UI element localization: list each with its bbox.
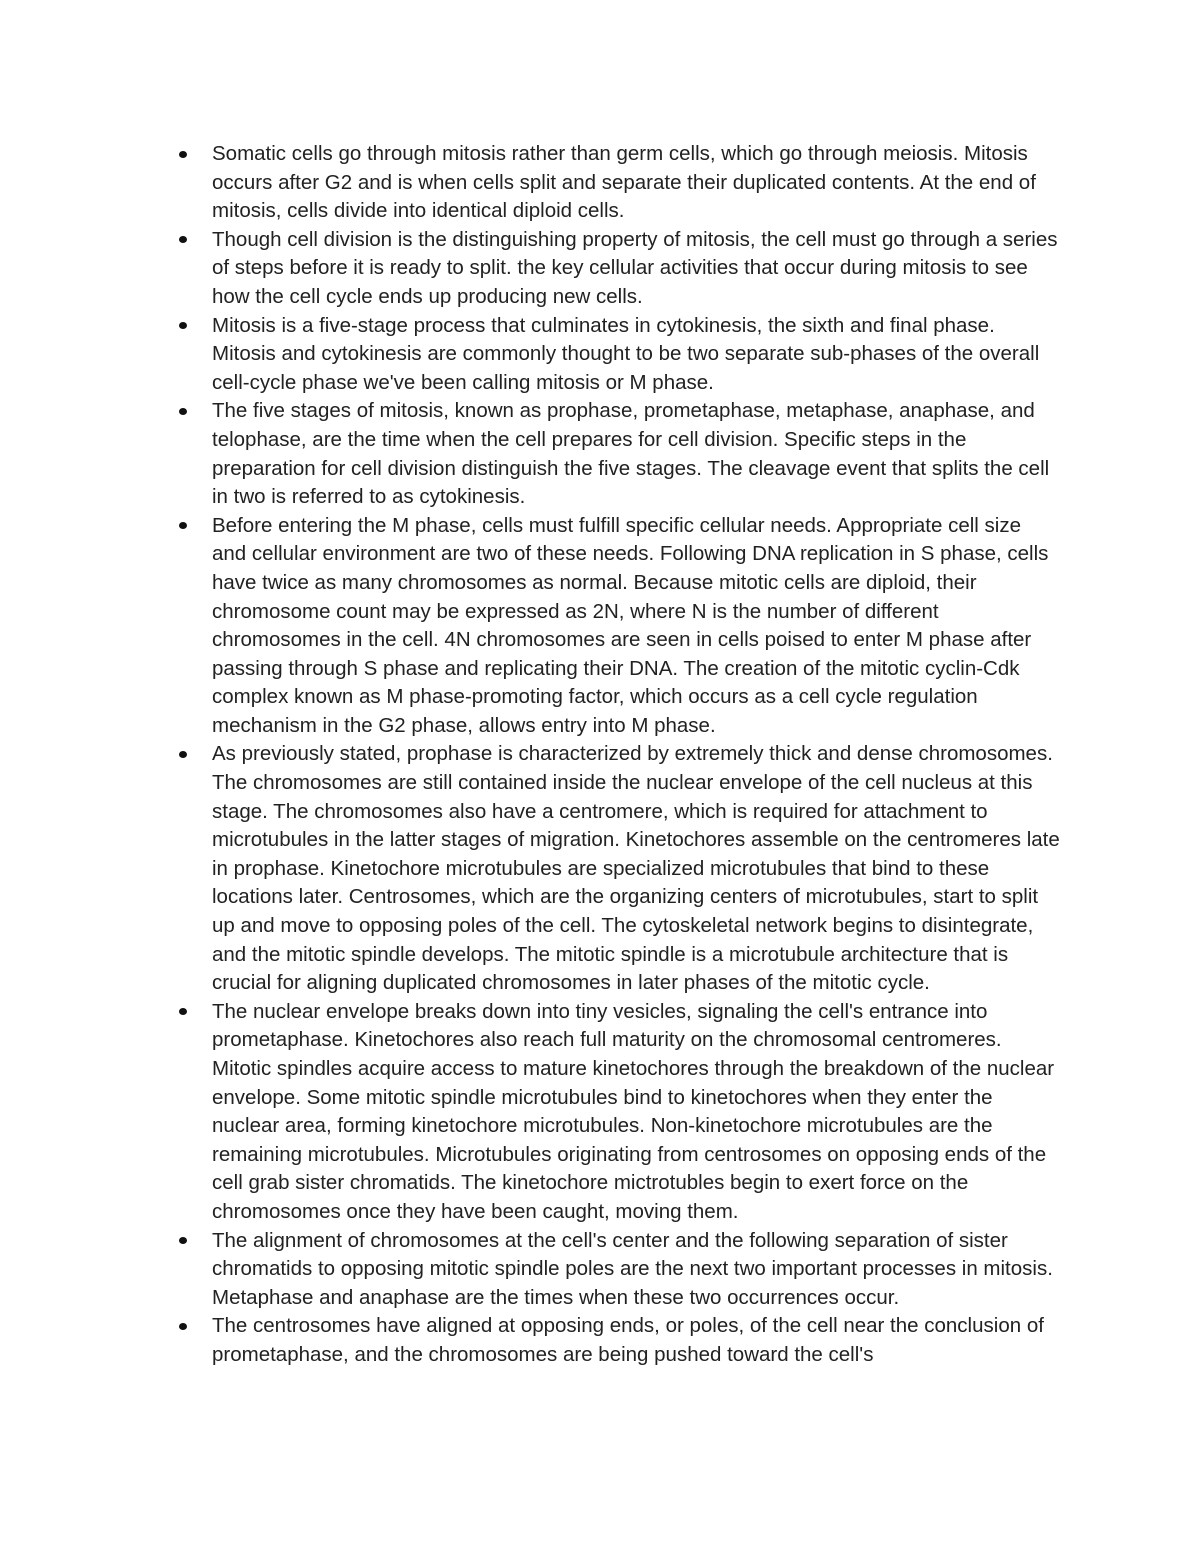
list-item (170, 312, 1060, 398)
list-item (170, 140, 1060, 226)
bullet-text: As previously stated, prophase is characterized by extremely thick and dense chromosomes. The chromosomes are still contained inside the nuclear envelope of the cell nucleus at this stage. The chromosomes also have a centromere, which is required for attachment to microtubules in the latter stages of migration. Kinetochores assemble on the centromeres late in prophase. Kinetochore microtubules are specialized microtubules that bind to these locations later. Centrosomes, which are the organizing centers of microtubules, start to split up and move to opposing poles of the cell. The cytoskeletal network begins to disintegrate, and the mitotic spindle develops. The mitotic spindle is a microtubule architecture that is crucial for aligning duplicated chromosomes in later phases of the mitotic cycle. (212, 742, 1060, 995)
bullet-icon (179, 522, 187, 529)
bullet-icon (179, 236, 187, 243)
bullet-text: The nuclear envelope breaks down into tiny vesicles, signaling the cell's entrance into prometaphase. Kinetochores also reach full maturity on the chromosomal centromeres. Mitotic spindles acquire access to mature kinetochores through the breakdown of the nuclear envelope. Some mitotic spindle microtubules bind to kinetochores when they enter the nuclear area, forming kinetochore microtubules. Non-kinetochore microtubules are the remaining microtubules. Microtubules originating from centrosomes on opposing ends of the cell grab sister chromatids. The kinetochore mictrotubles begin to exert force on the chromosomes once they have been caught, moving them. (212, 999, 1055, 1223)
bullet-icon (179, 408, 187, 415)
list-item (170, 512, 1060, 741)
bullet-icon (179, 751, 187, 758)
bullet-text: Before entering the M phase, cells must fulfill specific cellular needs. Appropriate cell size and cellular environment are two of these needs. Following DNA replication in S phase, cells have twice as many chromosomes as normal. Because mitotic cells are diploid, their chromosome count may be expressed as 2N, where N is the number of different chromosomes in the cell. 4N chromosomes are seen in cells poised to enter M phase after passing through S phase and replicating their DNA. The creation of the mitotic cyclin-Cdk complex known as M phase-promoting factor, which occurs as a cell cycle regulation mechanism in the G2 phase, allows entry into M phase. (212, 513, 1049, 737)
bullet-text: The centrosomes have aligned at opposing ends, or poles, of the cell near the conclusion of prometaphase, and the chromosomes are being pushed toward the cell's (212, 1314, 1044, 1366)
bullet-icon (179, 1008, 187, 1015)
bullet-icon (179, 1323, 187, 1330)
list-item (170, 998, 1060, 1227)
list-item (170, 1227, 1060, 1313)
list-item (170, 397, 1060, 511)
bullet-text: Mitosis is a five-stage process that culminates in cytokinesis, the sixth and final phase. Mitosis and cytokinesis are commonly thought to be two separate sub-phases of the overall cell-cycle phase we've been calling mitosis or M phase. (212, 313, 1040, 394)
bullet-icon (179, 322, 187, 329)
bullet-list (170, 140, 1060, 1370)
bullet-text: The five stages of mitosis, known as prophase, prometaphase, metaphase, anaphase, and telophase, are the time when the cell prepares for cell division. Specific steps in the preparation for cell division distinguish the five stages. The cleavage event that splits the cell in two is referred to as cytokinesis. (212, 399, 1050, 509)
bullet-text: The alignment of chromosomes at the cell's center and the following separation of sister chromatids to opposing mitotic spindle poles are the next two important processes in mitosis. Metaphase and anaphase are the times when these two occurrences occur. (212, 1228, 1053, 1309)
bullet-icon (179, 151, 187, 158)
list-item (170, 226, 1060, 312)
list-item (170, 740, 1060, 997)
bullet-icon (179, 1237, 187, 1244)
list-item (170, 1312, 1060, 1369)
bullet-text: Somatic cells go through mitosis rather than germ cells, which go through meiosis. Mitosis occurs after G2 and is when cells split and separate their duplicated contents. At the end of mitosis, cells divide into identical diploid cells. (212, 142, 1036, 223)
bullet-text: Though cell division is the distinguishing property of mitosis, the cell must go through a series of steps before it is ready to split. the key cellular activities that occur during mitosis to see how the cell cycle ends up producing new cells. (212, 227, 1058, 308)
